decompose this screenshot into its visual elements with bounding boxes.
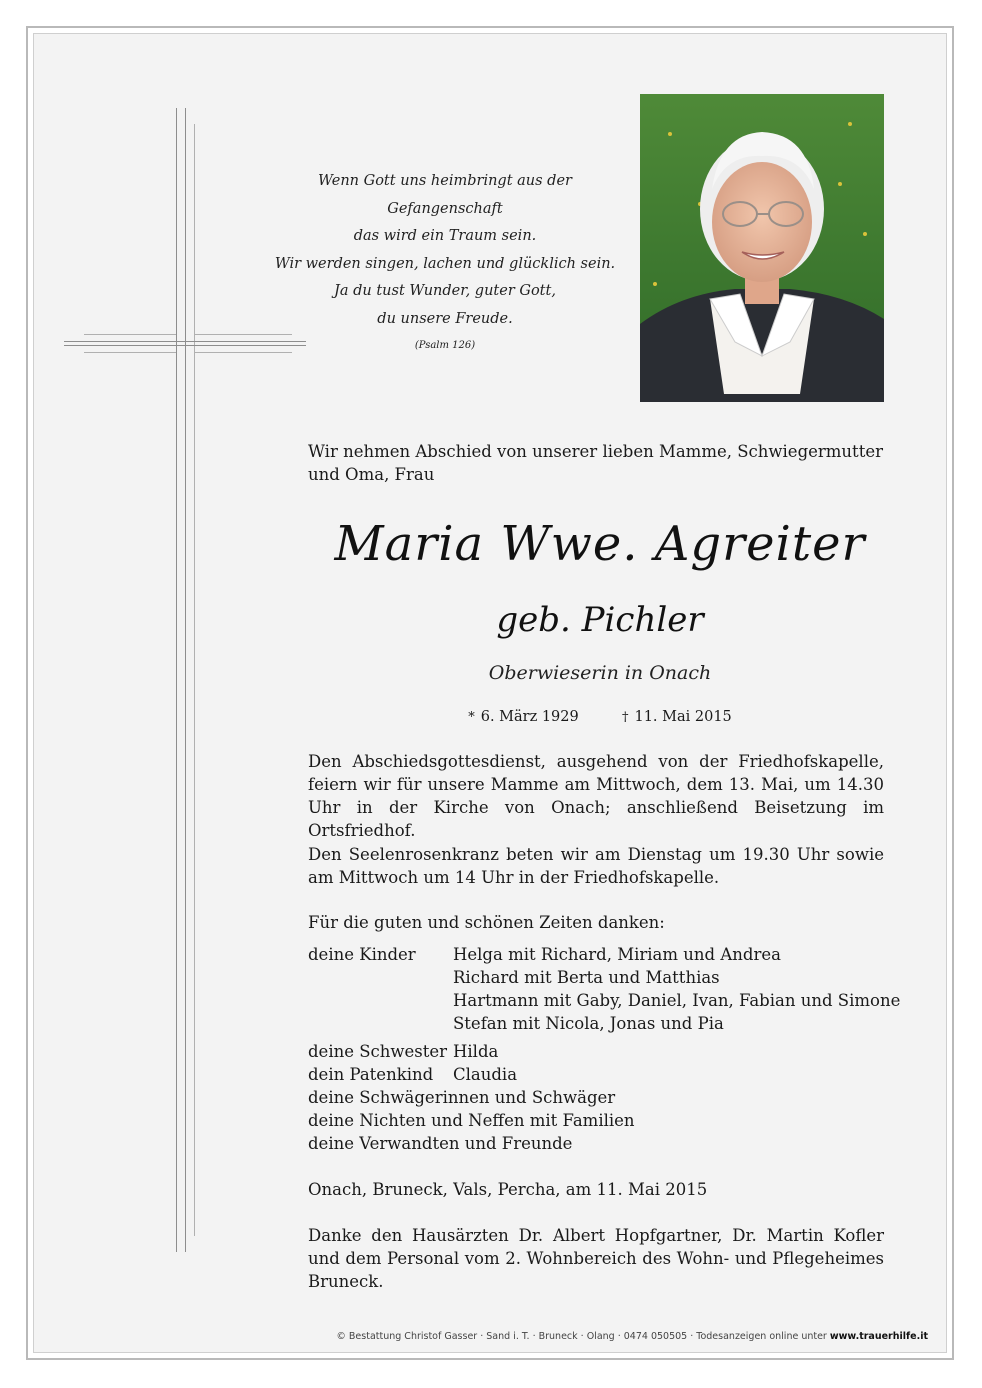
verse-line: Wenn Gott uns heimbringt aus der Gefangenschaft [318,173,572,217]
list-item [308,1040,635,1063]
thanks-heading: Für die guten und schönen Zeiten danken: [308,913,665,932]
relation-names: Stefan mit Nicola, Jonas und Pia [453,1014,724,1033]
footer-text: © Bestattung Christof Gasser · Sand i. T. · Bruneck · Olang · 0474 050505 · Todesanzeigen online unter [336,1331,827,1342]
relation-label: dein Patenkind [308,1065,434,1084]
verse-source: (Psalm 126) [414,340,476,351]
list-item [308,1086,635,1109]
list-item [308,1132,635,1155]
intro-text: Wir nehmen Abschied von unserer lieben Mamme, Schwiegermutter und Oma, Frau [308,442,883,484]
funeral-service-text: Den Abschiedsgottesdienst, ausgehend von der Friedhofskapelle, feiern wir für unsere Mamme am Mittwoch, dem 13. Mai, um 14.30 Uhr in der Kirche von Onach; anschließend Beisetzung im Ortsfriedhof. [308,752,884,840]
portrait-photo [640,94,884,402]
children-list [308,943,900,1035]
life-dates [300,706,900,729]
list-item [308,1012,900,1035]
death-cross-icon: † [621,710,629,725]
place-date: Onach, Bruneck, Vals, Percha, am 11. Mai 2015 [308,1180,708,1199]
verse-line: du unsere Freude. [377,310,513,327]
list-item [308,943,900,966]
birth-star-icon: * [468,710,475,725]
relation-names: Hilda [453,1042,499,1061]
relation-names: Helga mit Richard, Miriam und Andrea [453,945,781,964]
list-item [308,966,900,989]
relation-names: Richard mit Berta und Matthias [453,968,720,987]
footer [300,1331,928,1342]
verse-line: das wird ein Traum sein. [353,228,537,244]
relation-label: deine Verwandten und Freunde [308,1134,573,1153]
relation-label: deine Nichten und Neffen mit Familien [308,1111,635,1130]
rosary-text: Den Seelenrosenkranz beten wir am Dienstag um 19.30 Uhr sowie am Mittwoch um 14 Uhr in der Friedhofskapelle. [308,845,884,887]
list-item [308,1063,635,1086]
relation-label: deine Kinder [308,945,416,964]
list-item [308,989,900,1012]
relation-names: Claudia [453,1065,518,1084]
relation-label: deine Schwester [308,1042,448,1061]
verse-line: Ja du tust Wunder, guter Gott, [334,283,556,299]
relation-label: deine Schwägerinnen und Schwäger [308,1088,616,1107]
verse-line: Wir werden singen, lachen und glücklich sein. [274,255,616,272]
bible-verse [270,168,620,355]
relation-names: Hartmann mit Gaby, Daniel, Ivan, Fabian und Simone [453,991,901,1010]
death-date: 11. Mai 2015 [634,709,732,725]
footer-link[interactable]: www.trauerhilfe.it [829,1331,928,1342]
deceased-name: Maria Wwe. Agreiter [334,516,866,572]
acknowledgement-text: Danke den Hausärzten Dr. Albert Hopfgartner, Dr. Martin Kofler und dem Personal vom 2. Wohnbereich des Wohn- und Pflegeheimes Bruneck. [308,1226,884,1291]
birth-date: 6. März 1929 [480,709,579,725]
relatives-list [308,1040,635,1155]
origin: Oberwieserin in Onach [488,662,712,684]
list-item [308,1109,635,1132]
maiden-name: geb. Pichler [496,600,704,640]
